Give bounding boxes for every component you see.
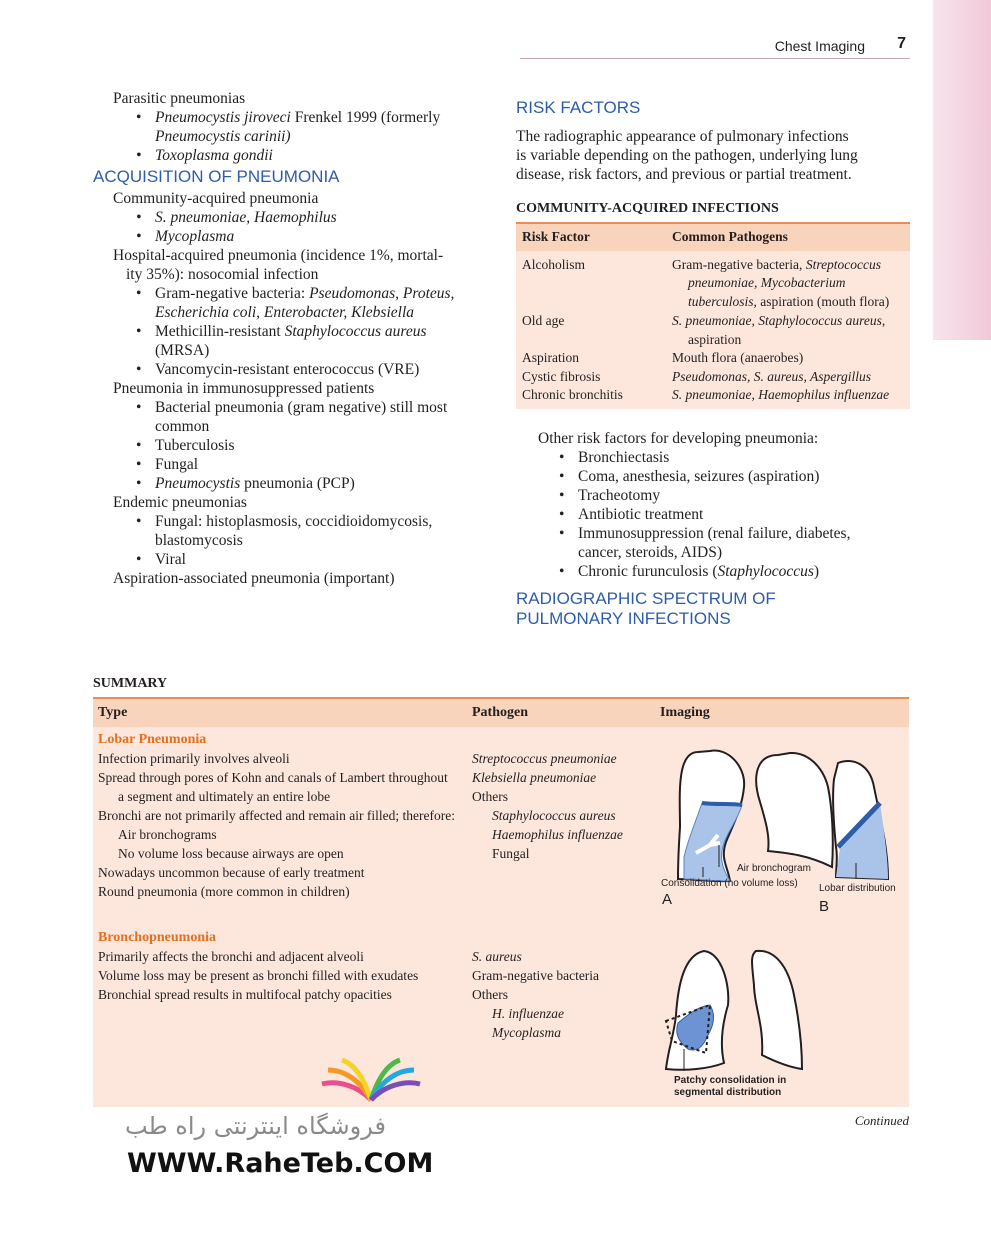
pathogen: Others [472,789,508,804]
pathogen: Klebsiella pneumoniae [472,770,597,785]
lobar-text: Spread through pores of Kohn and canals of Lambert throughout [98,770,448,785]
table-cell: Old age [516,311,666,349]
list-item: • Tracheotomy [516,486,911,505]
lung-outline-right [752,951,802,1069]
list-item: • Gram-negative bacteria: Pseudomonas, Proteus, Escherichia coli, Enterobacter, Klebsiella [93,284,488,322]
endemic-title: Endemic pneumonias [113,494,247,511]
left-column [93,89,488,588]
lobar-text: Nowadays uncommon because of early treatment [98,865,365,880]
column-header: Imaging [660,705,710,720]
list-item: • Viral [93,550,488,569]
table-title: COMMUNITY-ACQUIRED INFECTIONS [516,201,779,216]
list-item: • Pneumocystis jiroveci Frenkel 1999 (formerly Pneumocystis carinii) [93,108,488,146]
hospital-list [93,284,488,379]
immuno-title: Pneumonia in immunosuppressed patients [113,380,375,397]
lobar-text: No volume loss because airways are open [118,846,344,861]
list-item: • Toxoplasma gondii [93,146,488,165]
summary-table [93,697,909,1107]
column-header: Pathogen [472,705,528,720]
table-cell: Aspiration [516,349,666,368]
broncho-text: Volume loss may be present as bronchi filled with exudates [98,968,419,983]
lobar-text: Bronchi are not primarily affected and remain air filled; therefore: [98,808,455,823]
list-item: • Bacterial pneumonia (gram negative) still most common [93,398,488,436]
list-item: • S. pneumoniae, Haemophilus [93,208,488,227]
parasitic-title: Parasitic pneumonias [113,90,246,107]
other-risk-title: Other risk factors for developing pneumonia: [538,429,819,447]
label-lobar-distribution: Lobar distribution [819,883,896,894]
lung-outline-b [756,753,833,867]
broncho-title: Bronchopneumonia [98,930,216,945]
column-header: Common Pathogens [666,223,910,251]
pathogen: Gram-negative bacteria [472,968,600,983]
pathogen: Streptococcus pneumoniae [472,751,617,766]
book-logo-icon [318,1056,424,1106]
lobar-text: Infection primarily involves alveoli [98,751,290,766]
parasitic-list [93,108,488,165]
immuno-list [93,398,488,493]
lobar-pneumonia-figure [658,747,908,922]
fissure-line [702,803,742,805]
section-heading-risk-factors: RISK FACTORS [516,98,641,117]
broncho-text: Bronchial spread results in multifocal patchy opacities [98,987,392,1002]
label-patchy-consolidation: Patchy consolidation in segmental distribution [674,1075,787,1098]
list-item: • Bronchiectasis [516,448,911,467]
list-item: • Methicillin-resistant Staphylococcus aureus (MRSA) [93,322,488,360]
list-item: • Antibiotic treatment [516,505,911,524]
lobar-pathogen-cell [472,749,652,863]
list-item: • Mycoplasma [93,227,488,246]
page-number: 7 [897,35,906,52]
list-item: • Pneumocystis pneumonia (PCP) [93,474,488,493]
table-row [516,251,910,312]
community-list [93,208,488,246]
bronchopneumonia-figure [658,945,818,1075]
table-cell: Chronic bronchitis [516,386,666,409]
figure-label-a: A [662,891,673,908]
running-header [520,36,910,59]
column-header: Type [98,705,128,720]
table-row [516,349,910,368]
summary-title: SUMMARY [93,676,168,691]
watermark-url: WWW.RaheTeb.COM [127,1148,434,1179]
table-cell: Mouth flora (anaerobes) [666,349,910,368]
continued-label: Continued [854,1113,909,1128]
lobar-text: a segment and ultimately an entire lobe [118,789,331,804]
pathogen: S. aureus [472,949,522,964]
page-edge-tab [933,0,991,340]
risk-intro: The radiographic appearance of pulmonary infections is variable depending on the pathogen, underlying lung disease, risk factors, and previous or partial treatment. [516,128,858,183]
table-cell: Gram-negative bacteria, Streptococcus pneumoniae, Mycobacterium tuberculosis, aspiration (mouth flora) [666,251,910,312]
table-header-row [516,223,910,251]
list-item: • Vancomycin-resistant enterococcus (VRE) [93,360,488,379]
table-cell: Pseudomonas, S. aureus, Aspergillus [666,368,910,387]
pathogen: Fungal [492,846,530,861]
table-cell: S. pneumoniae, Haemophilus influenzae [666,386,910,409]
figure-label-b: B [819,898,830,915]
broncho-pathogen-cell [472,947,652,1042]
section-heading-acquisition: ACQUISITION OF PNEUMONIA [93,167,340,186]
pathogen: H. influenzae [492,1006,564,1021]
endemic-list [93,512,488,569]
list-item: • Fungal [93,455,488,474]
broncho-type-cell [98,928,468,1004]
risk-factor-table [516,222,910,409]
table-row [516,386,910,409]
lobar-text: Air bronchograms [118,827,217,842]
pathogen: Others [472,987,508,1002]
column-header: Risk Factor [516,223,666,251]
list-item: • Immunosuppression (renal failure, diabetes, cancer, steroids, AIDS) [516,524,911,562]
pathogen: Mycoplasma [492,1025,561,1040]
list-item: • Fungal: histoplasmosis, coccidioidomycosis, blastomycosis [93,512,488,550]
label-air-bronchogram: Air bronchogram [737,863,811,874]
label-consolidation: Consolidation (no volume loss) [661,878,798,889]
table-row [516,311,910,349]
table-row [516,368,910,387]
other-risk-list [516,448,911,581]
hospital-title-cont: ity 35%): nosocomial infection [126,266,319,283]
lobar-type-cell [98,730,468,901]
pathogen: Haemophilus influenzae [492,827,623,842]
table-cell: Alcoholism [516,251,666,312]
lobar-title: Lobar Pneumonia [98,732,207,747]
section-heading-spectrum: RADIOGRAPHIC SPECTRUM OF PULMONARY INFECTIONS [516,588,776,628]
lobar-text: Round pneumonia (more common in children) [98,884,350,899]
list-item: • Coma, anesthesia, seizures (aspiration) [516,467,911,486]
community-title: Community-acquired pneumonia [113,190,319,207]
watermark-persian-text: فروشگاه اینترنتی راه طب [125,1112,386,1140]
broncho-text: Primarily affects the bronchi and adjacent alveoli [98,949,364,964]
hospital-title: Hospital-acquired pneumonia (incidence 1%, mortal- [113,247,444,264]
table-cell: S. pneumoniae, Staphylococcus aureus, aspiration [666,311,910,349]
right-column [516,98,911,629]
pathogen: Staphylococcus aureus [492,808,616,823]
list-item: • Chronic furunculosis (Staphylococcus) [516,562,911,581]
summary-header-row [93,697,909,727]
section-title: Chest Imaging [774,38,865,54]
list-item: • Tuberculosis [93,436,488,455]
table-cell: Cystic fibrosis [516,368,666,387]
aspiration-title: Aspiration-associated pneumonia (important) [113,570,395,587]
